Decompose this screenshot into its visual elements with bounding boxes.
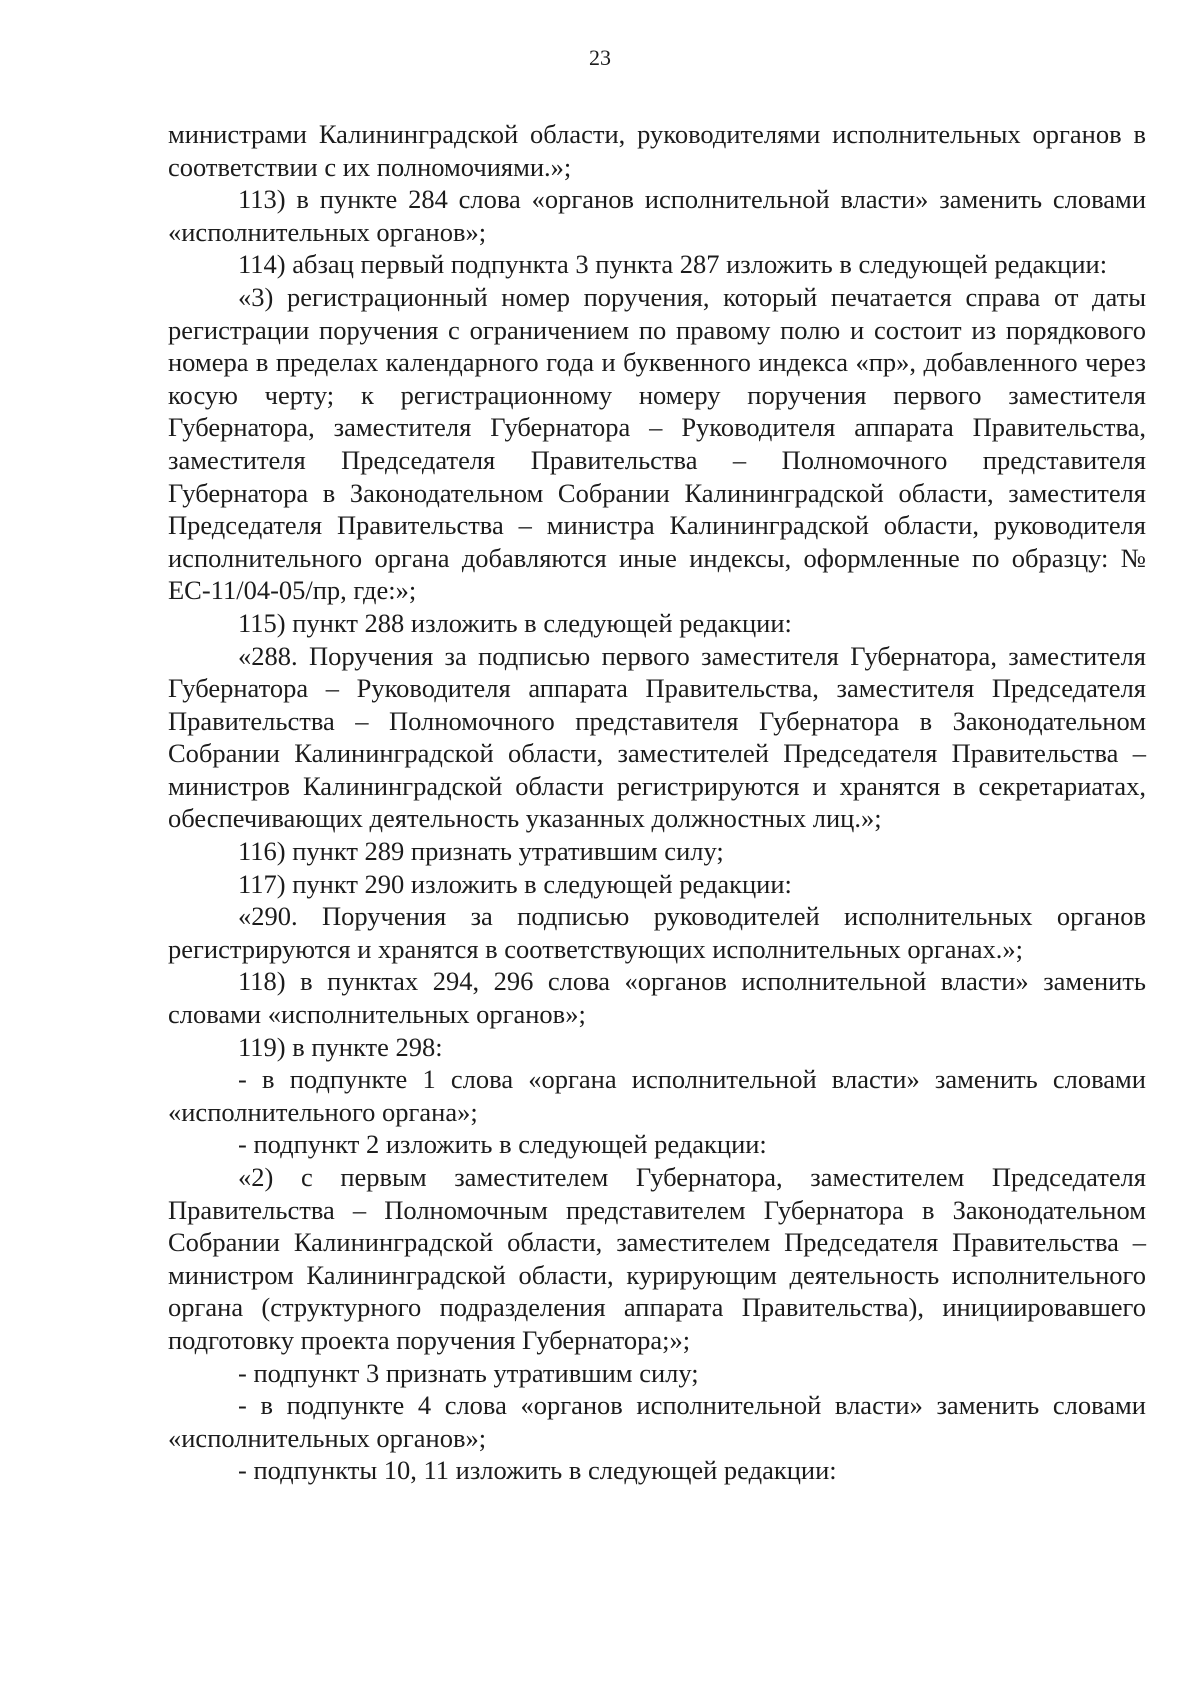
paragraph-item-114: 114) абзац первый подпункта 3 пункта 287 изложить в следующей редакции: — [238, 249, 1108, 280]
paragraph-item-119: 119) в пункте 298: — [238, 1031, 443, 1062]
document-body — [168, 118, 1146, 1487]
list-item-subitem-4: - в подпункте 4 слова «органов исполнительной власти» заменить словами «исполнительных органов»; — [168, 1390, 1146, 1453]
paragraph-item-118: 118) в пунктах 294, 296 слова «органов исполнительной власти» заменить словами «исполнительных органов»; — [168, 966, 1146, 1030]
paragraph-quote-subitem-3: «3) регистрационный номер поручения, который печатается справа от даты регистрации поручения с ограничением по правому полю и состоит из порядкового номера в пределах календарного года и буквенного индекса «пр», добавленного через косую черту; к регистрационному номеру поручения первого заместителя Губернатора, заместителя Губернатора – Руководителя аппарата Правительства, заместителя Председателя Правительства – Полномочного представителя Губернатора в Законодательном Собрании Калининградской области, заместителя Председателя Правительства – министра Калининградской области, руководителя исполнительного органа добавляются иные индексы, оформленные по образцу: № ЕС-11/04-05/пр, где:»; — [168, 281, 1146, 606]
list-item-subitems-10-11: - подпункты 10, 11 изложить в следующей редакции: — [238, 1455, 837, 1486]
paragraph-item-117: 117) пункт 290 изложить в следующей редакции: — [238, 868, 792, 899]
paragraph-item-115: 115) пункт 288 изложить в следующей редакции: — [238, 607, 792, 638]
list-item-subitem-3: - подпункт 3 признать утратившим силу; — [238, 1357, 699, 1388]
list-item-subitem-1: - в подпункте 1 слова «органа исполнительной власти» заменить словами «исполнительного органа»; — [168, 1064, 1146, 1127]
paragraph-item-116: 116) пункт 289 признать утратившим силу; — [238, 836, 724, 867]
paragraph-quote-290: «290. Поручения за подписью руководителей исполнительных органов регистрируются и хранятся в соответствующих исполнительных органах.»; — [168, 901, 1146, 964]
page-number: 23 — [589, 45, 611, 70]
paragraph-quote-288: «288. Поручения за подписью первого заместителя Губернатора, заместителя Губернатора – Руководителя аппарата Правительства, заместителя Председателя Правительства – Полномочного представителя Губернатора в Законодательном Собрании Калининградской области, заместителей Председателя Правительства – министров Калининградской области регистрируются и хранятся в секретариатах, обеспечивающих деятельность указанных должностных лиц.»; — [168, 640, 1146, 834]
paragraph-item-113: 113) в пункте 284 слова «органов исполнительной власти» заменить словами «исполнительных органов»; — [168, 184, 1146, 247]
list-item-subitem-2: - подпункт 2 изложить в следующей редакции: — [238, 1129, 767, 1160]
paragraph-continuation: министрами Калининградской области, руководителями исполнительных органов в соответствии с их полномочиями.»; — [168, 119, 1146, 182]
paragraph-quote-subitem-2: «2) с первым заместителем Губернатора, заместителем Председателя Правительства – Полномочным представителем Губернатора в Законодательном Собрании Калининградской области, заместителем Председателя Правительства – министром Калининградской области, курирующим деятельность исполнительного органа (структурного подразделения аппарата Правительства), инициировавшего подготовку проекта поручения Губернатора;»; — [168, 1162, 1146, 1355]
